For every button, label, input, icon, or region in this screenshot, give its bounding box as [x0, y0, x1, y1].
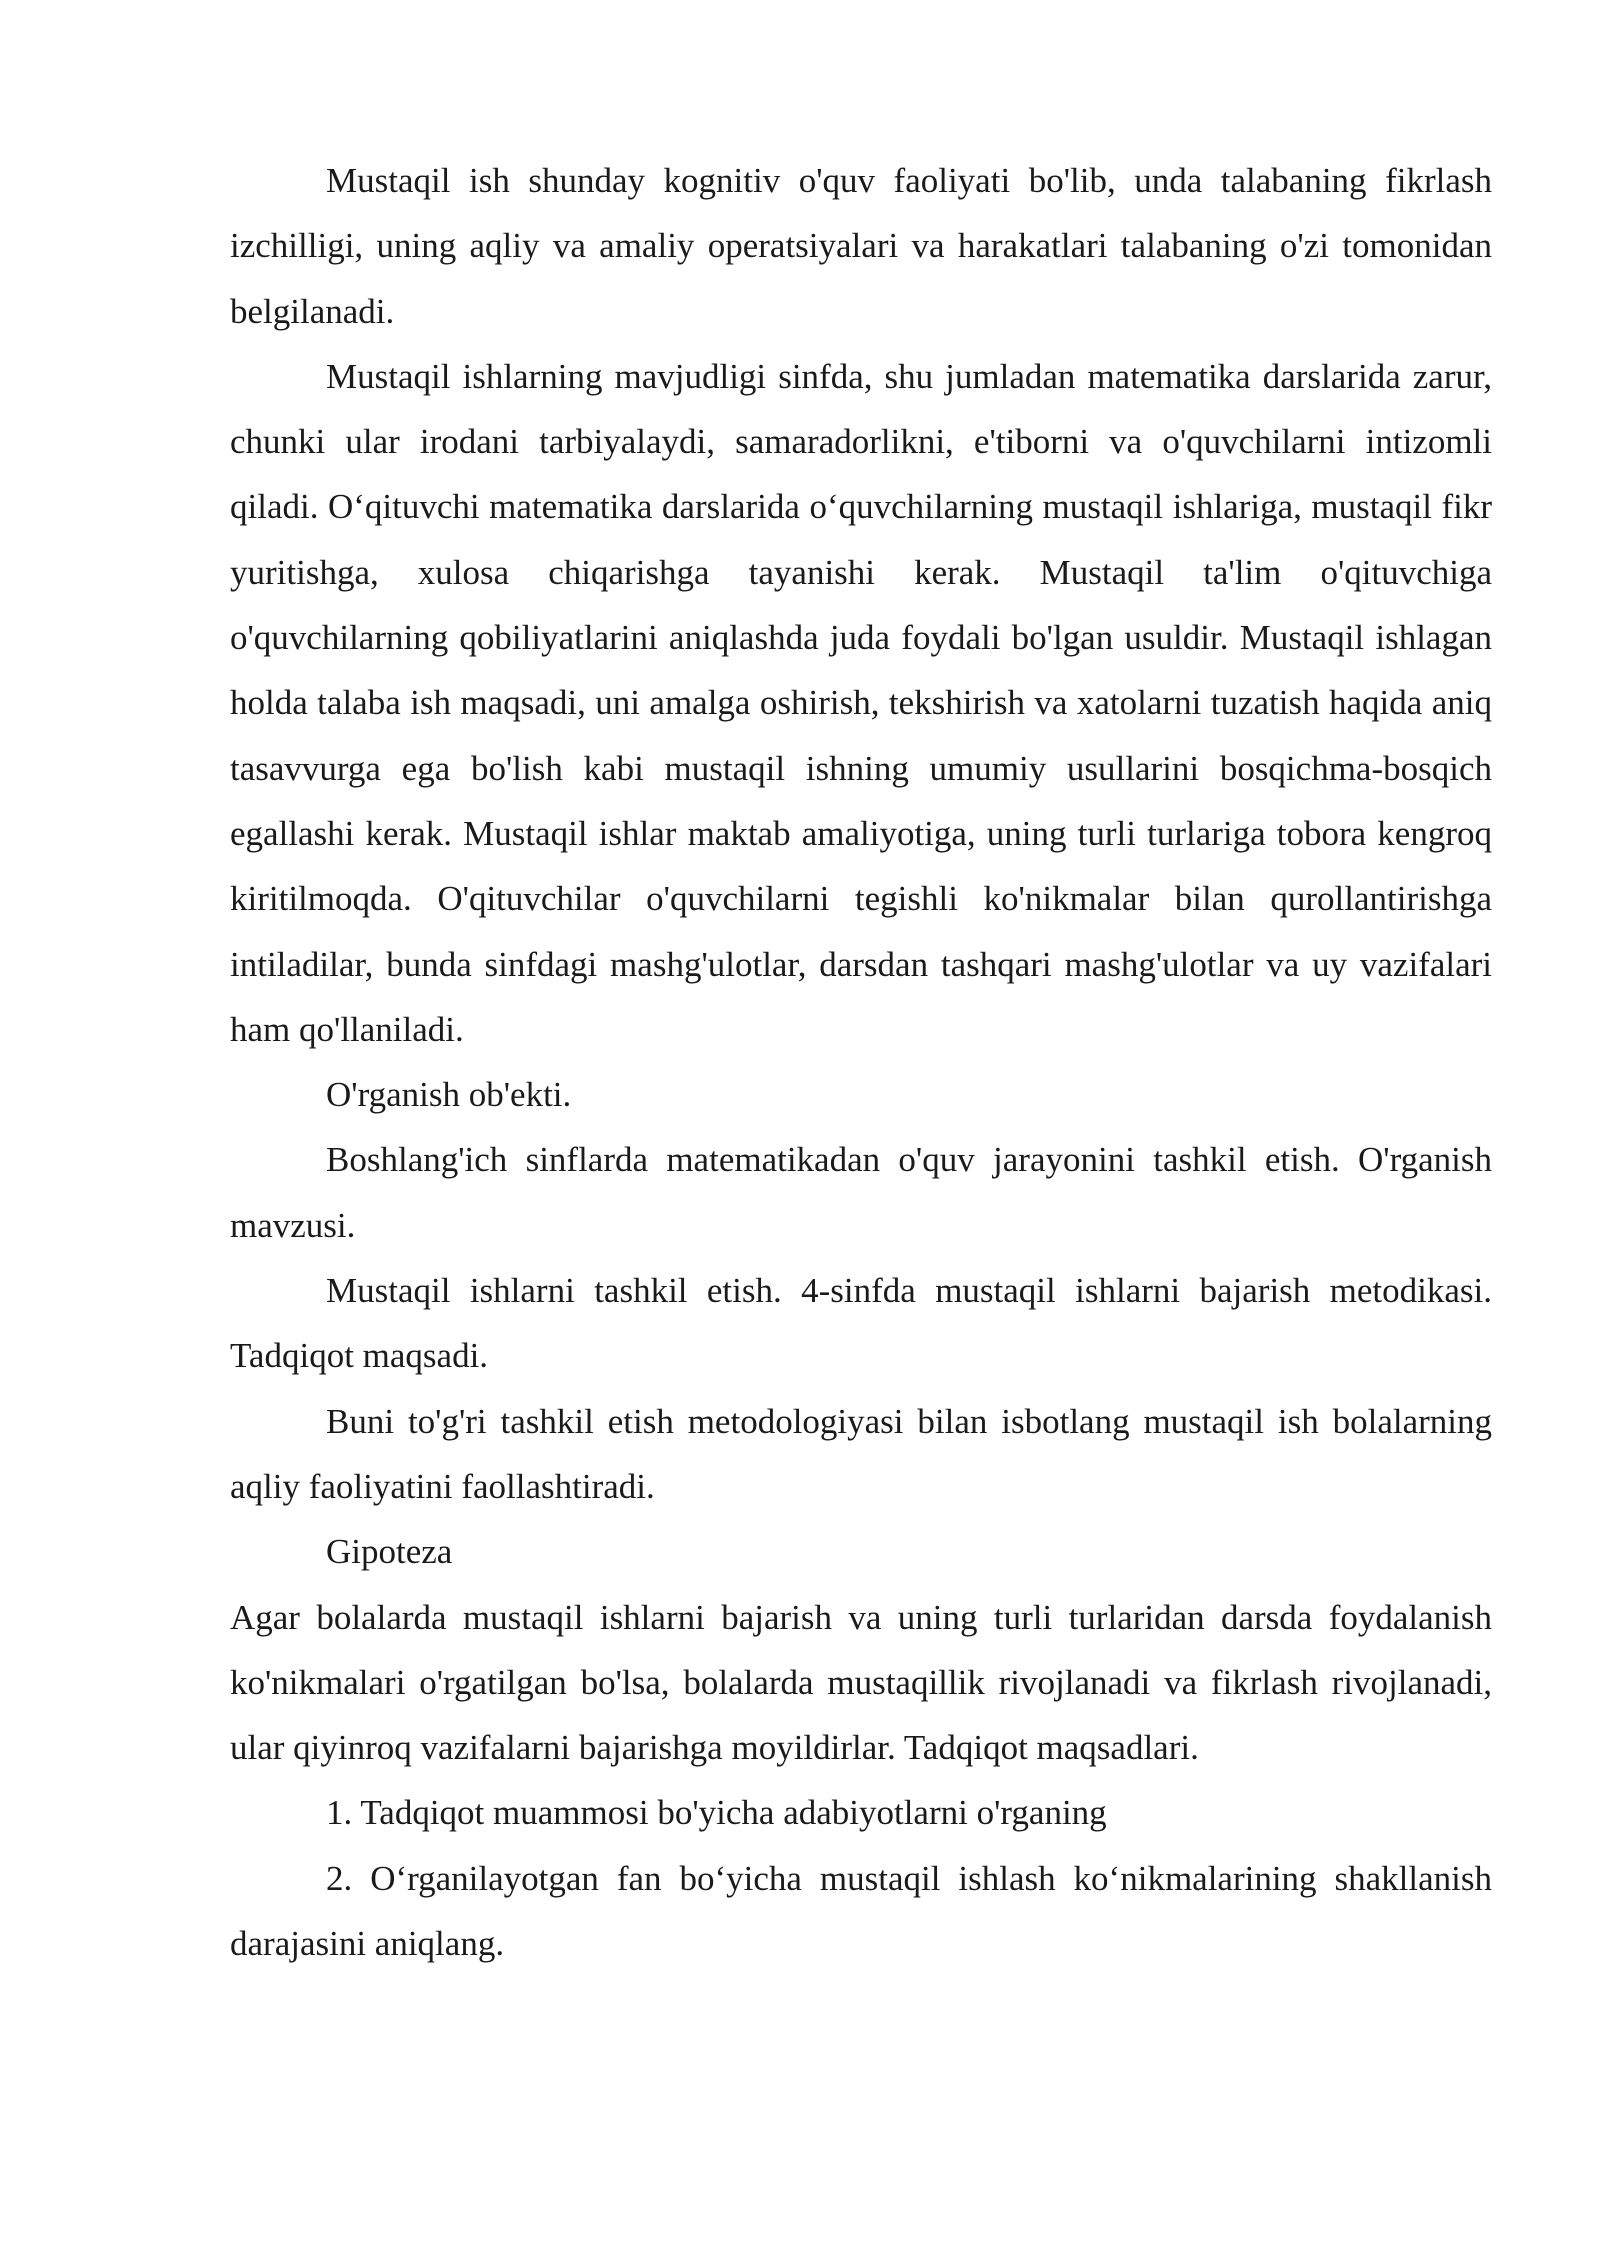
- paragraph-study-subject: Mustaqil ishlarni tashkil etish. 4-sinfda mustaqil ishlarni bajarish metodikasi. Tadqiqot maqsadi.: [230, 1271, 1492, 1376]
- list-item-task-1: 1. Tadqiqot muammosi bo'yicha adabiyotlarni o'rganing: [326, 1793, 1107, 1833]
- paragraph-study-object-text: Boshlang'ich sinflarda matematikadan o'quv jarayonini tashkil etish. O'rganish mavzusi.: [230, 1140, 1492, 1245]
- paragraph-research-goal: Buni to'g'ri tashkil etish metodologiyasi bilan isbotlang mustaqil ish bolalarning aqliy faoliyatini faollashtiradi.: [230, 1401, 1492, 1506]
- paragraph-definition: Mustaqil ish shunday kognitiv o'quv faoliyati bo'lib, unda talabaning fikrlash izchilligi, uning aqliy va amaliy operatsiyalari va harakatlari talabaning o'zi tomonidan belgilanadi.: [230, 161, 1492, 331]
- list-item-task-2: 2. O‘rganilayotgan fan bo‘yicha mustaqil ishlash ko‘nikmalarining shakllanish darajasini aniqlang.: [230, 1858, 1492, 1964]
- paragraph-hypothesis: Agar bolalarda mustaqil ishlarni bajarish va uning turli turlaridan darsda foydalanish ko'nikmalari o'rgatilgan bo'lsa, bolalarda mustaqillik rivojlanadi va fikrlash rivojlanadi, ular qiyinroq vazifalarni bajarishga moyildirlar. Tadqiqot maqsadlari.: [230, 1597, 1492, 1768]
- document-page: [230, 148, 1492, 1976]
- paragraph-study-object: O'rganish ob'ekti.: [326, 1075, 572, 1115]
- paragraph-hypothesis-heading: Gipoteza: [326, 1532, 453, 1572]
- paragraph-importance: Mustaqil ishlarning mavjudligi sinfda, shu jumladan matematika darslarida zarur, chunki ular irodani tarbiyalaydi, samaradorlikni, e'tiborni va o'quvchilarni intizomli qiladi. O‘qituvchi matematika darslarida o‘quvchilarning mustaqil ishlariga, mustaqil fikr yuritishga, xulosa chiqarishga tayanishi kerak. Mustaqil ta'lim o'qituvchiga o'quvchilarning qobiliyatlarini aniqlashda juda foydali bo'lgan usuldir. Mustaqil ishlagan holda talaba ish maqsadi, uni amalga oshirish, tekshirish va xatolarni tuzatish haqida aniq tasavvurga ega bo'lish kabi mustaqil ishning umumiy usullarini bosqichma-bosqich egallashi kerak. Mustaqil ishlar maktab amaliyotiga, uning turli turlariga tobora kengroq kiritilmoqda. O'qituvchilar o'quvchilarni tegishli ko'nikmalar bilan qurollantirishga intiladilar, bunda sinfdagi mashg'ulotlar, darsdan tashqari mashg'ulotlar va uy vazifalari ham qo'llaniladi.: [230, 356, 1492, 1049]
